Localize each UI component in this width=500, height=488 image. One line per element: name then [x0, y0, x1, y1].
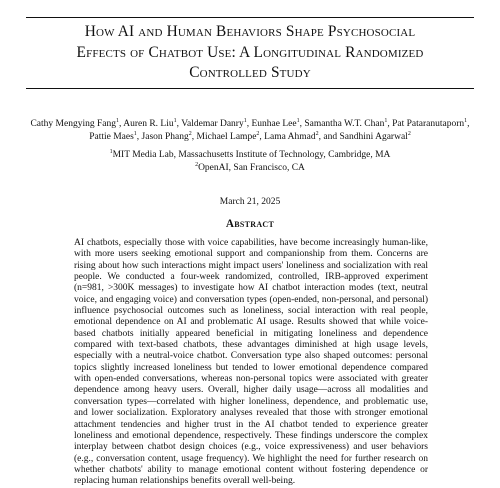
author-name: Samantha W.T. Chan	[304, 119, 385, 129]
author-name: Pattie Maes	[89, 132, 134, 142]
author-name: Valdemar Danry	[181, 119, 244, 129]
title-top-rule	[26, 17, 474, 18]
paper-date: March 21, 2025	[219, 197, 281, 207]
author-name: and Sandhini Agarwal	[323, 132, 408, 142]
abstract-line: (e.g., conversation content, usage frequency). We highlight the need for further research on whether	[74, 453, 428, 475]
abstract-body	[74, 238, 428, 488]
title-line: How AI and Human Behaviors Shape Psychosocial	[84, 23, 416, 40]
abstract-line: dependence, and problematic use, and lower socialization. Exploratory analyses revealed that	[74, 396, 428, 419]
author-name: Pat Pataranutaporn	[392, 119, 465, 129]
author-line: Pattie Maes$^1$, Jason Phang$^2$, Michael Lampe$^2$, Lama Ahmad$^2$, and Sandhini Agarwal$^2$	[89, 131, 411, 142]
title-line: Effects of Chatbot Use: A Longitudinal Randomized	[76, 43, 424, 61]
title-line: Controlled Study	[189, 64, 311, 81]
author-affil-mark: 1	[133, 131, 137, 137]
author-name: Cathy Mengying Fang	[30, 119, 116, 129]
author-affil-mark: 1	[173, 118, 177, 124]
abstract-line: four-week randomized, controlled, IRB-approved experiment (n=981, >300K messages) to investigate	[74, 272, 428, 294]
abstract-line: such interactions might impact users' loneliness and socialization with real people. We conducted a	[74, 260, 429, 283]
abstract-line: loneliness but tended to lower emotional dependence compared with open-ended conversations,	[74, 362, 428, 385]
abstract-line: interaction with real people, emotional dependence on AI and problematic AI usage. Results showed	[74, 306, 428, 328]
abstract-line: a neutral-voice chatbot. Conversation type also shaped outcomes: personal topics slightly increased	[74, 351, 428, 373]
abstract-line: those with stronger emotional attachment tendencies and higher trust in the AI chatbot tended to	[74, 408, 428, 430]
author-affil-mark: 1	[384, 118, 388, 124]
abstract-line: (open-ended, non-personal, and personal) influence psychosocial outcomes such as loneliness, social	[74, 294, 429, 317]
paper-title	[30, 22, 470, 84]
abstract-line: higher daily usage—across all modalities and conversation types—correlated with higher loneliness,	[74, 385, 428, 407]
abstract-line: AI chatbots, especially those with voice capabilities, have become increasingly human-like, with	[74, 238, 428, 260]
abstract-heading: Abstract	[225, 218, 275, 230]
author-name: Jason Phang	[141, 132, 189, 142]
affil-text: MIT Media Lab, Massachusetts Institute of Technology, Cambridge, MA	[112, 150, 391, 160]
abstract-line: chatbots' ability to manage emotional content without fostering dependence or replacing human	[74, 464, 428, 487]
abstract-line: that while voice-based chatbots initially appeared beneficial in mitigating loneliness and dependence	[74, 317, 428, 339]
author-name: Lama Ahmad	[264, 132, 316, 142]
abstract-line: complex interplay between chatbot design choices (e.g., voice expressiveness) and user behaviors	[74, 430, 428, 453]
author-affil-mark: 1	[464, 118, 468, 124]
author-line: Cathy Mengying Fang$^1$, Auren R. Liu$^1$, Valdemar Danry$^1$, Eunhae Lee$^1$, Samantha W.T. Chan$^1$, Pat Pataranutaporn$^1$,	[30, 118, 470, 129]
author-affil-mark: 2	[315, 131, 319, 137]
author-list	[26, 118, 474, 144]
affil-text: OpenAI, San Francisco, CA	[198, 162, 305, 173]
author-affil-mark: 2	[407, 131, 411, 137]
author-name: Michael Lampe	[196, 132, 257, 142]
abstract-line: compared with text-based chatbots, these advantages diminished at high usage levels, especially with	[74, 340, 428, 362]
affiliation	[26, 149, 474, 162]
author-affil-mark: 1	[115, 118, 119, 124]
abstract-line: experience greater loneliness and emotional dependence, respectively. These findings underscore the	[74, 419, 428, 441]
abstract-line: how AI chatbot interaction modes (text, neutral voice, and engaging voice) and conversation types	[74, 283, 429, 305]
title-bottom-rule	[26, 88, 474, 89]
author-name: Auren R. Liu	[123, 119, 174, 129]
abstract-line: more users seeking emotional support and companionship from them. Concerns are rising about how	[74, 249, 428, 271]
affiliations	[26, 149, 474, 174]
abstract-line: relationships benefits overall well-being.	[139, 476, 296, 487]
affiliation	[26, 162, 474, 175]
author-affil-mark: 1	[296, 118, 300, 124]
author-affil-mark: 2	[256, 131, 260, 137]
author-affil-mark: 1	[243, 118, 247, 124]
author-affil-mark: 2	[188, 131, 192, 137]
affil-mark: 2	[195, 161, 199, 168]
author-name: Eunhae Lee	[251, 119, 297, 129]
abstract-line: whereas non-personal topics were associated with greater dependence among heavy users. Overall,	[74, 374, 428, 396]
affil-mark: 1	[109, 149, 113, 155]
